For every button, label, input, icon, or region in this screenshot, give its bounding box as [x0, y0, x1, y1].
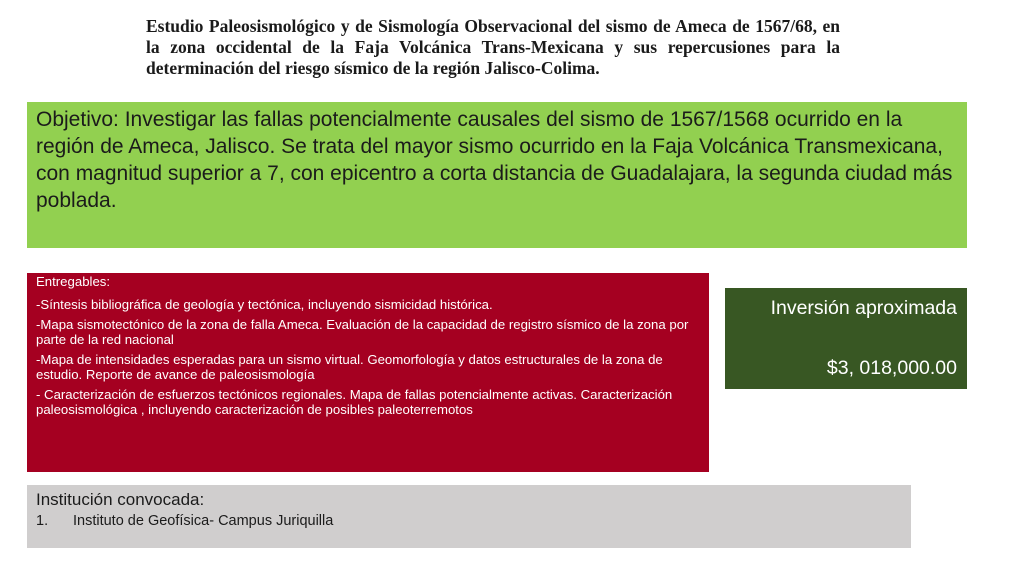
- deliverable-item: -Síntesis bibliográfica de geología y tectónica, incluyendo sismicidad histórica.: [36, 296, 493, 312]
- deliverable-item: -Mapa sismotectónico de la zona de falla Ameca. Evaluación de la capacidad de registro sísmico de la zona por parte de la red nacional: [36, 317, 689, 347]
- objective-text: Objetivo: Investigar las fallas potencialmente causales del sismo de 1567/1568 ocurrido en la región de Ameca, Jalisco. Se trata del mayor sismo ocurrido en la Faja Volcánica Transmexicana, con magnitud superior a 7, con epicentro a corta distancia de Guadalajara, la segunda ciudad más poblada.: [36, 108, 953, 212]
- institution-panel: [27, 485, 911, 548]
- investment-amount: $3, 018,000.00: [826, 357, 957, 379]
- deliverables-heading: Entregables:: [36, 274, 111, 289]
- institution-heading: Institución convocada:: [36, 490, 205, 509]
- deliverable-item: -Mapa de intensidades esperadas para un sismo virtual. Geomorfología y datos estructurales de la zona de estudio. Reporte de avance de paleosismología: [36, 352, 663, 382]
- institution-list-item: [36, 511, 902, 531]
- document-title: Estudio Paleosismológico y de Sismología Observacional del sismo de Ameca de 1567/68, en la zona occidental de la Faja Volcánica Trans-Mexicana y sus repercusiones para la determinación del riesgo sísmico de la región Jalisco-Colima.: [146, 16, 840, 78]
- institution-item-number: 1.: [36, 513, 49, 529]
- objective-panel: [27, 102, 967, 248]
- institution-item-name: Instituto de Geofísica- Campus Juriquilla: [73, 513, 334, 529]
- deliverable-item: - Caracterización de esfuerzos tectónicos regionales. Mapa de fallas potencialmente activas. Caracterización paleosismológica , incluyendo caracterización de posibles paleoterremotos: [36, 387, 673, 417]
- deliverables-list: [36, 298, 700, 418]
- investment-label: Inversión aproximada: [770, 297, 957, 319]
- deliverables-panel: [27, 273, 709, 472]
- investment-panel: [725, 288, 967, 389]
